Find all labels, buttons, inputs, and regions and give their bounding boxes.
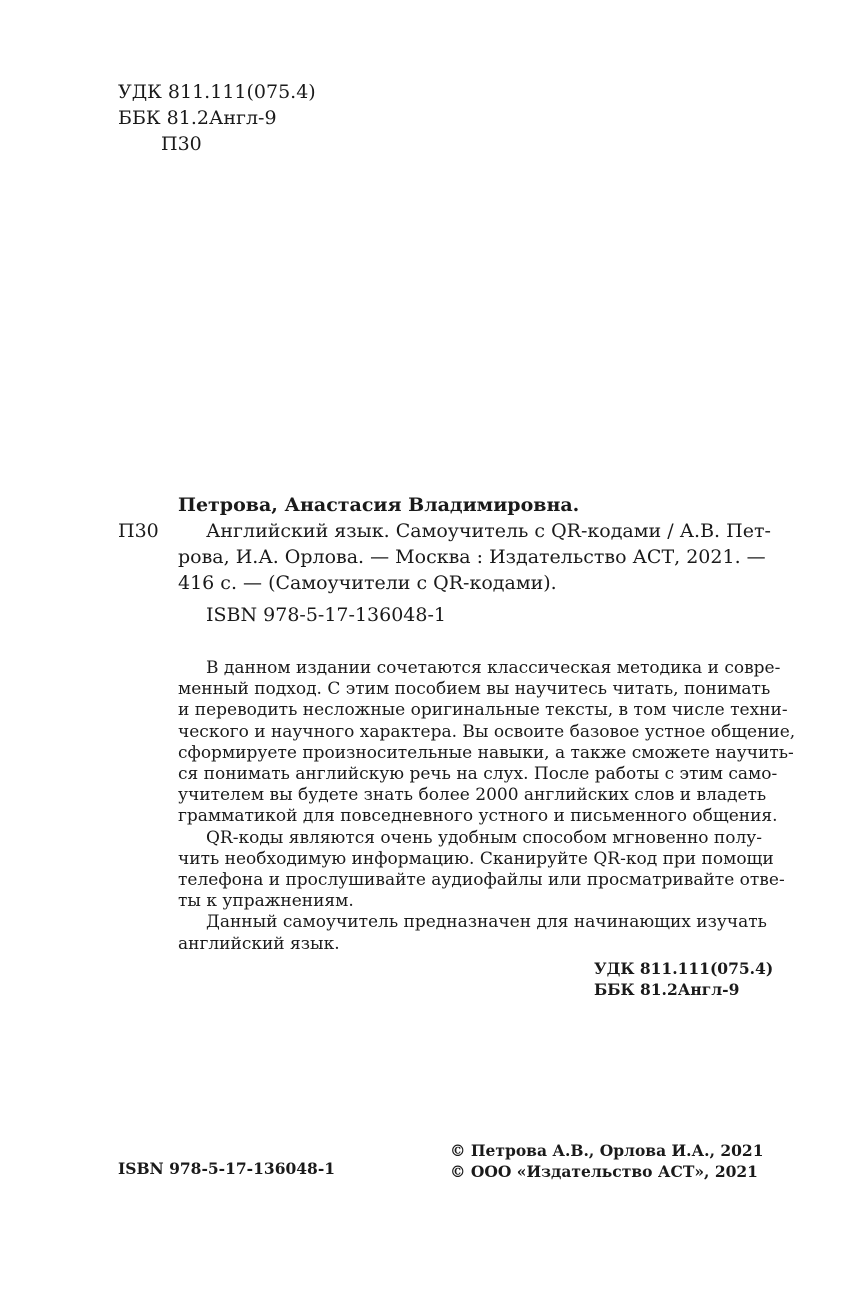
bib-line: 416 с. — (Самоучители с QR-кодами).	[178, 572, 557, 594]
abstract-line: ся понимать английскую речь на слух. После работы с этим само-	[178, 764, 778, 785]
udk-code: УДК 811.111(075.4)	[118, 81, 316, 103]
bibliographic-description	[178, 518, 771, 596]
abstract-line: сформируете произносительные навыки, а также сможете научить-	[178, 742, 794, 763]
abstract-line: ты к упражнениям.	[178, 891, 354, 912]
abstract-line: В данном издании сочетаются классическая методика и совре-	[206, 658, 781, 678]
bib-line: рова, И.А. Орлова. — Москва : Издательство АСТ, 2021. —	[178, 546, 766, 568]
isbn-entry: ISBN 978-5-17-136048-1	[206, 604, 446, 626]
abstract-line: чить необходимую информацию. Сканируйте QR-код при помощи	[178, 848, 774, 869]
abstract-line: и переводить несложные оригинальные тексты, в том числе техни-	[178, 700, 788, 721]
abstract-line: телефона и прослушивайте аудиофайлы или просматривайте отве-	[178, 870, 785, 891]
bbk-code: ББК 81.2Англ-9	[118, 107, 277, 129]
abstract-line: английский язык.	[178, 933, 340, 954]
author-name: Петрова, Анастасия Владимировна.	[178, 494, 580, 516]
copyright-authors: © Петрова А.В., Орлова И.А., 2021	[450, 1141, 764, 1160]
isbn-bottom: ISBN 978-5-17-136048-1	[118, 1159, 336, 1178]
abstract-line: менный подход. С этим пособием вы научитесь читать, понимать	[178, 679, 771, 700]
abstract-line: ческого и научного характера. Вы освоите базовое устное общение,	[178, 721, 796, 742]
abstract-line: Данный самоучитель предназначен для начинающих изучать	[206, 912, 767, 933]
bbk-code-right: ББК 81.2Англ-9	[594, 980, 740, 999]
author-sign-code: П30	[161, 133, 202, 155]
classification-right	[594, 958, 773, 1000]
udk-code-right: УДК 811.111(075.4)	[594, 959, 774, 978]
abstract-line: грамматикой для повседневного устного и письменного общения.	[178, 806, 778, 827]
copyright-publisher: © ООО «Издательство АСТ», 2021	[450, 1162, 758, 1181]
abstract	[178, 658, 796, 955]
abstract-line: QR-коды являются очень удобным способом мгновенно полу-	[206, 827, 763, 848]
entry-author-sign: П30	[118, 520, 159, 542]
abstract-line: учителем вы будете знать более 2000 английских слов и владеть	[178, 785, 767, 806]
copyright-block	[450, 1140, 764, 1182]
bib-line: Английский язык. Самоучитель с QR-кодами / А.В. Пет-	[206, 520, 771, 542]
